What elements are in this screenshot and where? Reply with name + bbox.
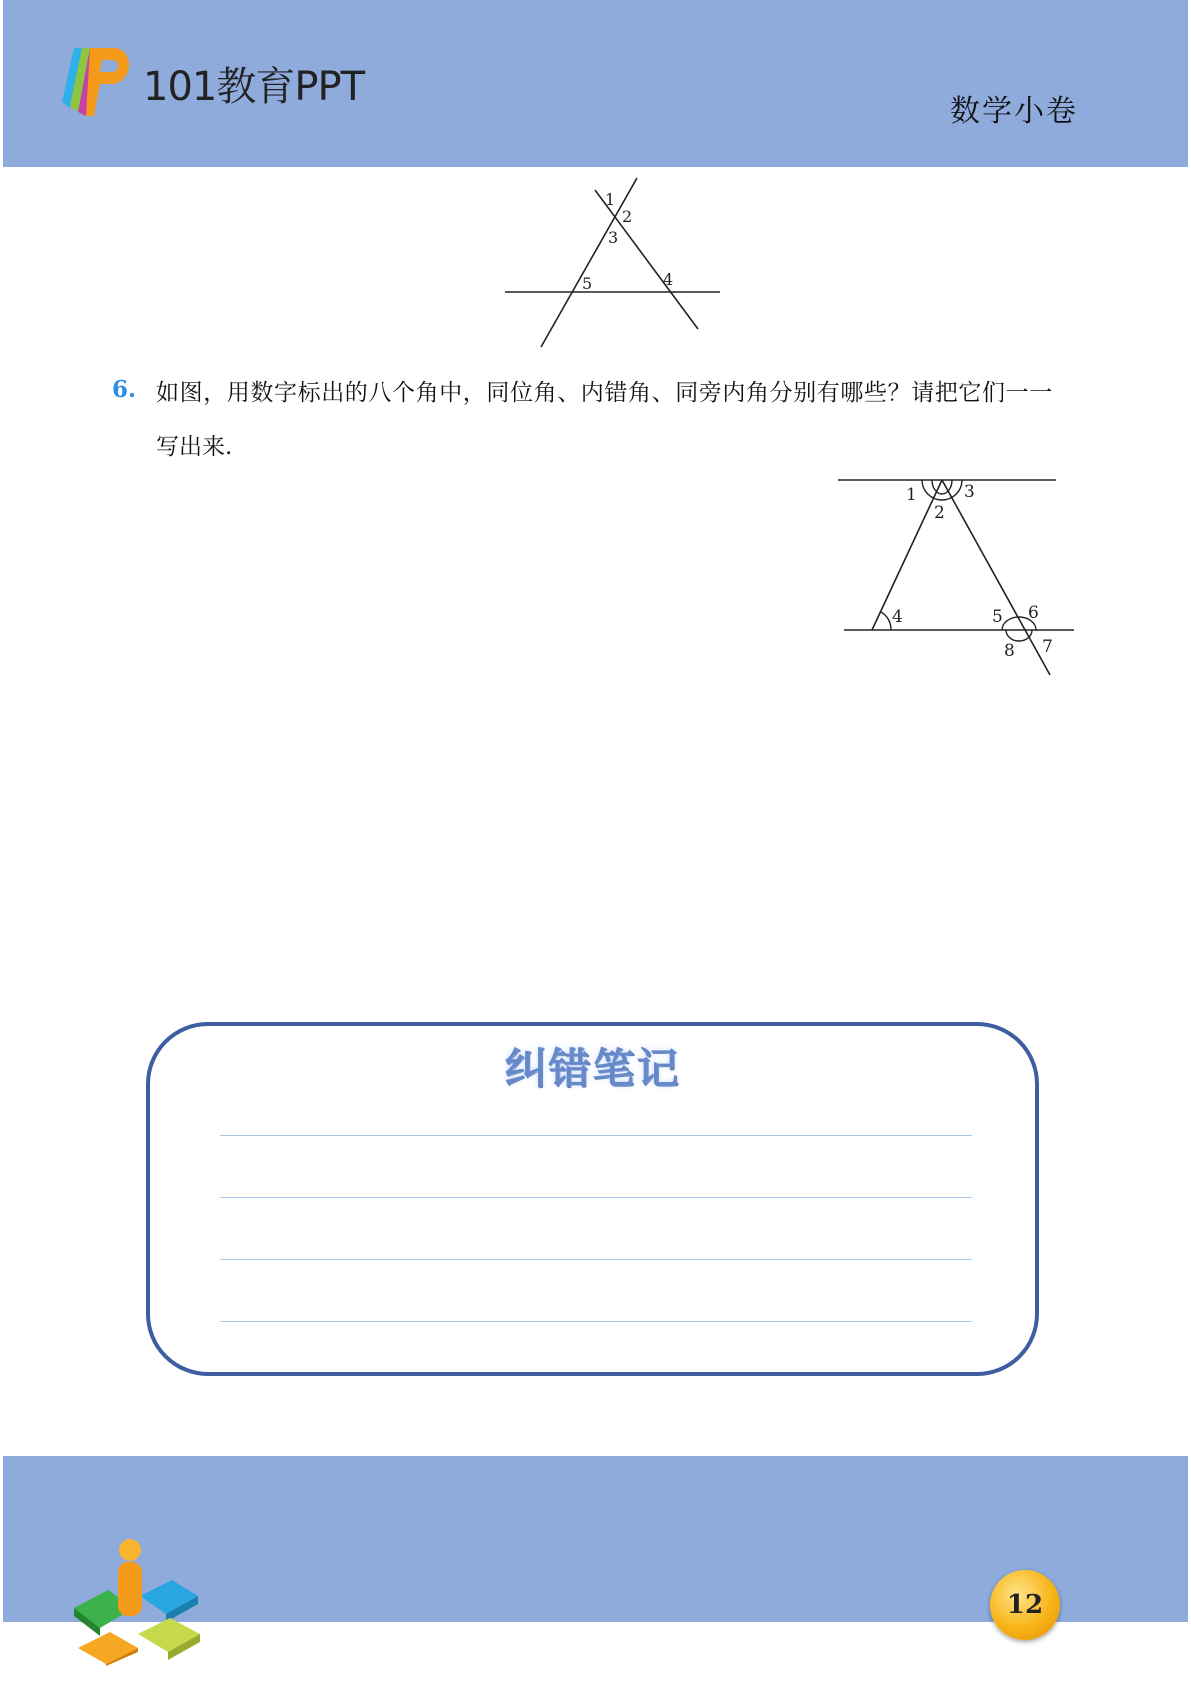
angle-label: 2	[622, 207, 633, 226]
notes-box	[146, 1022, 1039, 1376]
angle-label: 8	[1004, 641, 1015, 661]
angle-label: 7	[1042, 637, 1053, 657]
angle-label: 4	[892, 607, 903, 627]
logo-text: 101教育PPT	[143, 64, 365, 110]
angle-label: 1	[906, 485, 917, 505]
angle-label: 1	[605, 190, 616, 209]
notes-line	[220, 1135, 972, 1136]
notes-line	[220, 1197, 972, 1198]
p-logo-icon	[56, 40, 136, 120]
angle-label: 6	[1028, 603, 1039, 623]
notes-line	[220, 1321, 972, 1322]
mascot-icon	[68, 1538, 218, 1666]
question-text: 如图，用数字标出的八个角中，同位角、内错角、同旁内角分别有哪些？请把它们一一	[156, 380, 1053, 406]
angle-label: 4	[663, 270, 674, 289]
doc-label: 数学小卷	[950, 94, 1078, 129]
angle-label: 3	[608, 228, 619, 247]
question-number: 6.	[112, 376, 137, 403]
angle-label: 3	[964, 482, 975, 502]
notes-title: 纠错笔记	[504, 1044, 681, 1093]
figure-triangle-transversals	[838, 470, 1078, 680]
page-number-badge: 12	[990, 1570, 1060, 1640]
figure-intersecting-lines	[505, 175, 725, 355]
angle-label: 5	[992, 607, 1003, 627]
question-text-continued: 写出来.	[156, 434, 233, 460]
notes-line	[220, 1259, 972, 1260]
angle-label: 2	[934, 503, 945, 523]
angle-label: 5	[582, 274, 593, 293]
